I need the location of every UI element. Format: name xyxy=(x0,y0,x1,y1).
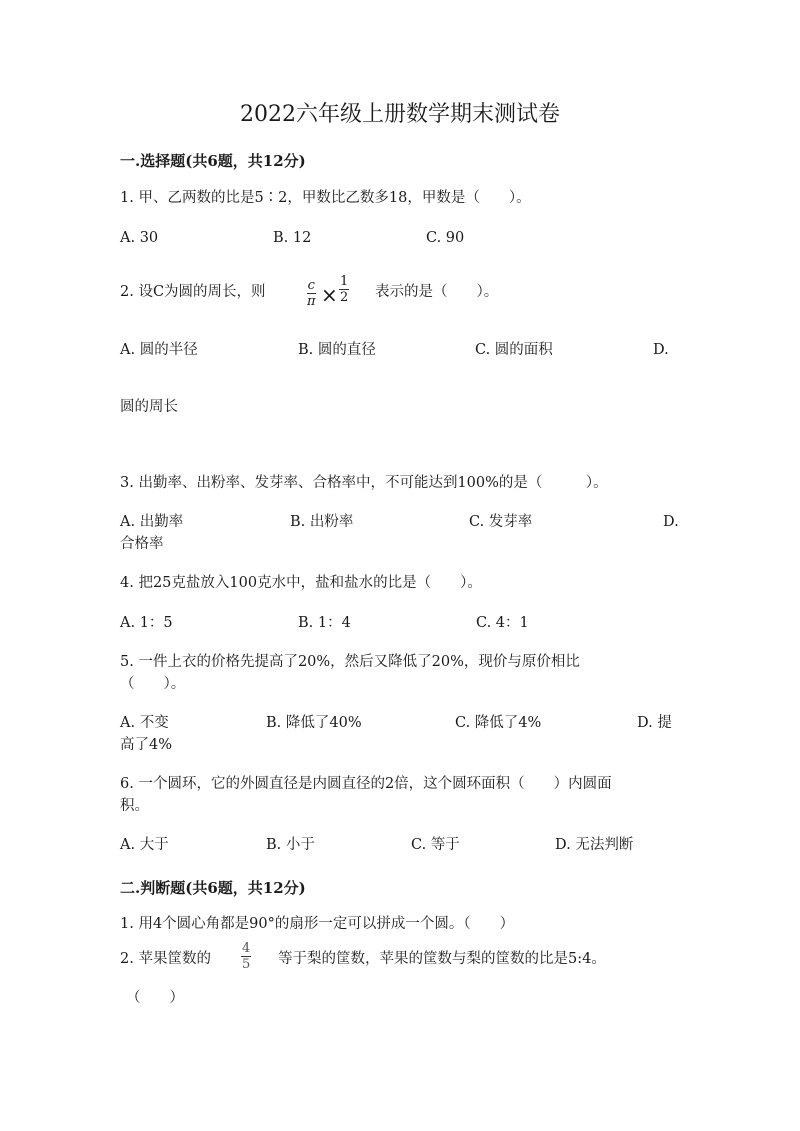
q2-option-b: B. 圆的直径 xyxy=(298,342,376,358)
question-3-stem: 3. 出勤率、出粉率、发芽率、合格率中，不可能达到100%的是（ ）。 xyxy=(120,475,608,491)
q4-option-c: C. 4：1 xyxy=(476,615,529,631)
q3-option-a: A. 出勤率 xyxy=(120,514,184,530)
q4-option-b: B. 1：4 xyxy=(298,615,351,631)
question-5-stem-line1: 5. 一件上衣的价格先提高了20%，然后又降低了20%，现价与原价相比 xyxy=(120,654,580,670)
q5-option-c: C. 降低了4% xyxy=(455,715,542,731)
q1-option-a: A. 30 xyxy=(120,230,159,246)
question-6-stem-line2: 积。 xyxy=(120,798,149,814)
section-heading-judge: 二.判断题(共6题，共12分) xyxy=(120,879,306,897)
judge-q2-fraction-four-fifths xyxy=(241,941,251,972)
judge-q2-fraction-numerator: 4 xyxy=(242,941,251,956)
question-1-stem: 1. 甲、乙两数的比是5∶2，甲数比乙数多18，甲数是（ ）。 xyxy=(120,190,531,206)
q3-option-b: B. 出粉率 xyxy=(290,514,354,530)
question-4-stem: 4. 把25克盐放入100克水中，盐和盐水的比是（ ）。 xyxy=(120,575,482,591)
q5-option-a: A. 不变 xyxy=(120,715,169,731)
q5-option-d-label: D. 提 xyxy=(637,715,672,731)
judge-question-2-stem-post: 等于梨的筐数，苹果的筐数与梨的筐数的比是5:4。 xyxy=(278,951,606,967)
q2-formula-denominator: π xyxy=(307,294,316,309)
q2-formula-fraction-half xyxy=(339,274,349,305)
q3-option-c: C. 发芽率 xyxy=(469,514,533,530)
judge-question-1-stem: 1. 用4个圆心角都是90°的扇形一定可以拼成一个圆。（ ） xyxy=(120,916,515,932)
q2-option-d-text: 圆的周长 xyxy=(120,399,178,415)
q6-option-a: A. 大于 xyxy=(120,837,169,853)
q2-formula-numerator: c xyxy=(307,278,315,293)
section-heading-choice: 一.选择题(共6题，共12分) xyxy=(120,152,306,170)
q2-option-d-label: D. xyxy=(653,342,669,358)
q2-formula-half-numerator: 1 xyxy=(340,274,349,289)
q2-formula-fraction-c-pi xyxy=(306,278,317,309)
question-2-stem-pre: 2. 设C为圆的周长，则 xyxy=(120,284,266,300)
q1-option-c: C. 90 xyxy=(426,230,465,246)
q3-option-d-text: 合格率 xyxy=(120,536,164,552)
q2-option-c: C. 圆的面积 xyxy=(475,342,553,358)
q5-option-b: B. 降低了40% xyxy=(266,715,362,731)
judge-q2-fraction-denominator: 5 xyxy=(242,957,251,972)
question-2-stem-post: 表示的是（ ）。 xyxy=(375,284,499,300)
q1-option-b: B. 12 xyxy=(273,230,312,246)
q3-option-d-label: D. xyxy=(663,514,679,530)
q2-option-a: A. 圆的半径 xyxy=(120,342,198,358)
question-5-stem-line2: （ ）。 xyxy=(120,676,186,692)
q6-option-b: B. 小于 xyxy=(266,837,315,853)
page-title: 2022六年级上册数学期末测试卷 xyxy=(240,102,560,127)
question-6-stem-line1: 6. 一个圆环，它的外圆直径是内圆直径的2倍，这个圆环面积（ ）内圆面 xyxy=(120,776,612,792)
q6-option-c: C. 等于 xyxy=(411,837,460,853)
judge-question-2-stem-pre: 2. 苹果筐数的 xyxy=(120,951,211,967)
q5-option-d-text: 高了4% xyxy=(120,737,173,753)
q2-formula-times: × xyxy=(321,283,338,307)
q6-option-d: D. 无法判断 xyxy=(555,837,634,853)
q4-option-a: A. 1：5 xyxy=(120,615,173,631)
judge-question-2-answer: （ ） xyxy=(126,990,184,1006)
q2-formula-half-denominator: 2 xyxy=(340,290,349,305)
